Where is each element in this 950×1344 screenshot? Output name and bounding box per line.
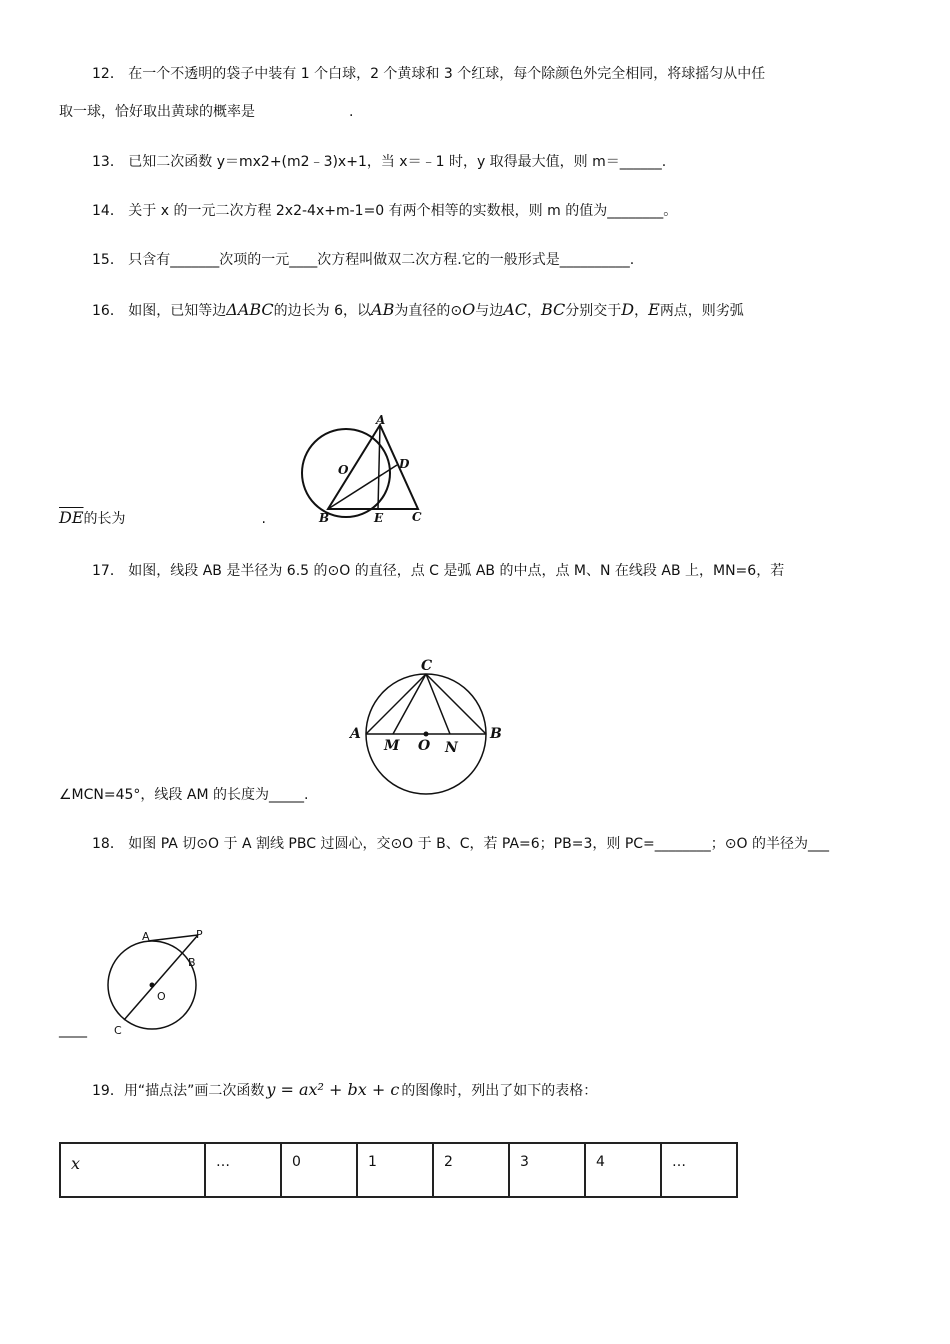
q16-part3: 为直径的⊙ [394, 303, 463, 319]
q19-line [92, 1080, 597, 1101]
table-cell: … [661, 1143, 737, 1197]
q16-after: 的长为 [83, 511, 126, 527]
q17-cm-line [393, 674, 426, 734]
q12-line2-text: 取一球，恰好取出黄球的概率是 [59, 104, 255, 120]
table-cell: 0 [281, 1143, 357, 1197]
q18-tangent-pa [148, 935, 198, 941]
q18-label-o: O [157, 990, 166, 1003]
q16-label-e: E [374, 511, 384, 525]
q17-ca-line [366, 674, 426, 734]
q16-label-d: D [399, 457, 410, 471]
q18-label-p: P [196, 928, 203, 941]
q19-part2: 的图像时，列出了如下的表格： [401, 1083, 598, 1099]
q14-text: 14． 关于 x 的一元二次方程 2x2-4x+m-1=0 有两个相等的实数根，则 m 的值为________。 [92, 203, 678, 219]
q16-label-b: B [319, 511, 330, 525]
table-cell-x: x [60, 1143, 205, 1197]
table-cell: 2 [433, 1143, 509, 1197]
q18-center-dot [150, 983, 155, 988]
q12-line2-end: . [349, 104, 354, 120]
q16-figure [298, 410, 428, 526]
q15-text: 15． 只含有_______次项的一元____次方程叫做双二次方程.它的一般形式是__________. [92, 252, 635, 268]
q16-line1 [92, 300, 744, 321]
q16-d: D [621, 300, 635, 319]
q17-label-o: O [418, 738, 431, 754]
q17-label-m: M [384, 738, 400, 754]
q16-ae-line [378, 425, 380, 509]
q13-text: 13． 已知二次函数 y＝mx2+(m2﹣3)x+1，当 x＝﹣1 时，y 取得最大值，则 m＝______. [92, 154, 667, 170]
q19-table [59, 1142, 738, 1198]
q17-center-dot [424, 732, 429, 737]
table-cell: 3 [509, 1143, 585, 1197]
q16-label-o: O [338, 463, 349, 477]
q16-e: E [648, 300, 660, 319]
q16-part2: 的边长为 6，以 [273, 303, 372, 319]
q17-label-b: B [490, 726, 502, 742]
q17-label-a: A [350, 726, 361, 742]
q12-line2 [59, 102, 353, 122]
q16-part8: 两点，则劣弧 [659, 303, 744, 319]
q19-formula: y = ax² + bx + c [266, 1080, 400, 1099]
q16-ab: AB [371, 300, 395, 319]
q16-bc: BC [541, 300, 566, 319]
q16-part5: ， [527, 303, 541, 319]
q16-part6: 分别交于 [565, 303, 622, 319]
q16-label-c: C [412, 510, 422, 524]
table-cell: 4 [585, 1143, 661, 1197]
q17-label-n: N [445, 740, 458, 756]
q17-figure [346, 654, 506, 800]
table-row [60, 1143, 737, 1197]
q18-line1: 18． 如图 PA 切⊙O 于 A 割线 PBC 过圆心，交⊙O 于 B、C，若 PA=6；PB=3，则 PC=________；⊙O 的半径为___ [92, 836, 829, 852]
table-cell: … [205, 1143, 281, 1197]
q16-end: . [261, 511, 266, 527]
q18-label-b: B [188, 956, 196, 969]
q16-label-a: A [376, 413, 386, 427]
q16-part7: ， [634, 303, 649, 319]
q17-cb-line [426, 674, 486, 734]
q18-figure [100, 924, 212, 1038]
table-cell: 1 [357, 1143, 433, 1197]
q17-label-c: C [421, 658, 433, 674]
q16-o: O [462, 300, 476, 319]
q16-arc-de: $\overline{DE}$ [59, 508, 84, 527]
q18-label-a: A [142, 930, 150, 943]
q16-triangle-abc: ΔABC [226, 300, 274, 319]
q16-part4: 与边 [475, 303, 504, 319]
q17-line2: ∠MCN=45°，线段 AM 的长度为_____. [59, 787, 309, 803]
q17-line1: 17． 如图，线段 AB 是半径为 6.5 的⊙O 的直径，点 C 是弧 AB 的中点，点 M、N 在线段 AB 上，MN=6，若 [92, 563, 785, 579]
q19-part1: 19．用“描点法”画二次函数 [92, 1083, 265, 1099]
q18-label-c: C [114, 1024, 122, 1037]
q17-cn-line [426, 674, 450, 734]
q12-line1: 12． 在一个不透明的袋子中装有 1 个白球，2 个黄球和 3 个红球，每个除颜色外完全相同，将球摇匀从中任 [92, 66, 766, 82]
q18-secant-pbc [124, 935, 198, 1020]
q16-line2 [59, 508, 266, 529]
q16-part1: 16． 如图，已知等边 [92, 303, 227, 319]
q18-line2: ____ [59, 1022, 87, 1038]
q16-ac: AC [503, 300, 527, 319]
